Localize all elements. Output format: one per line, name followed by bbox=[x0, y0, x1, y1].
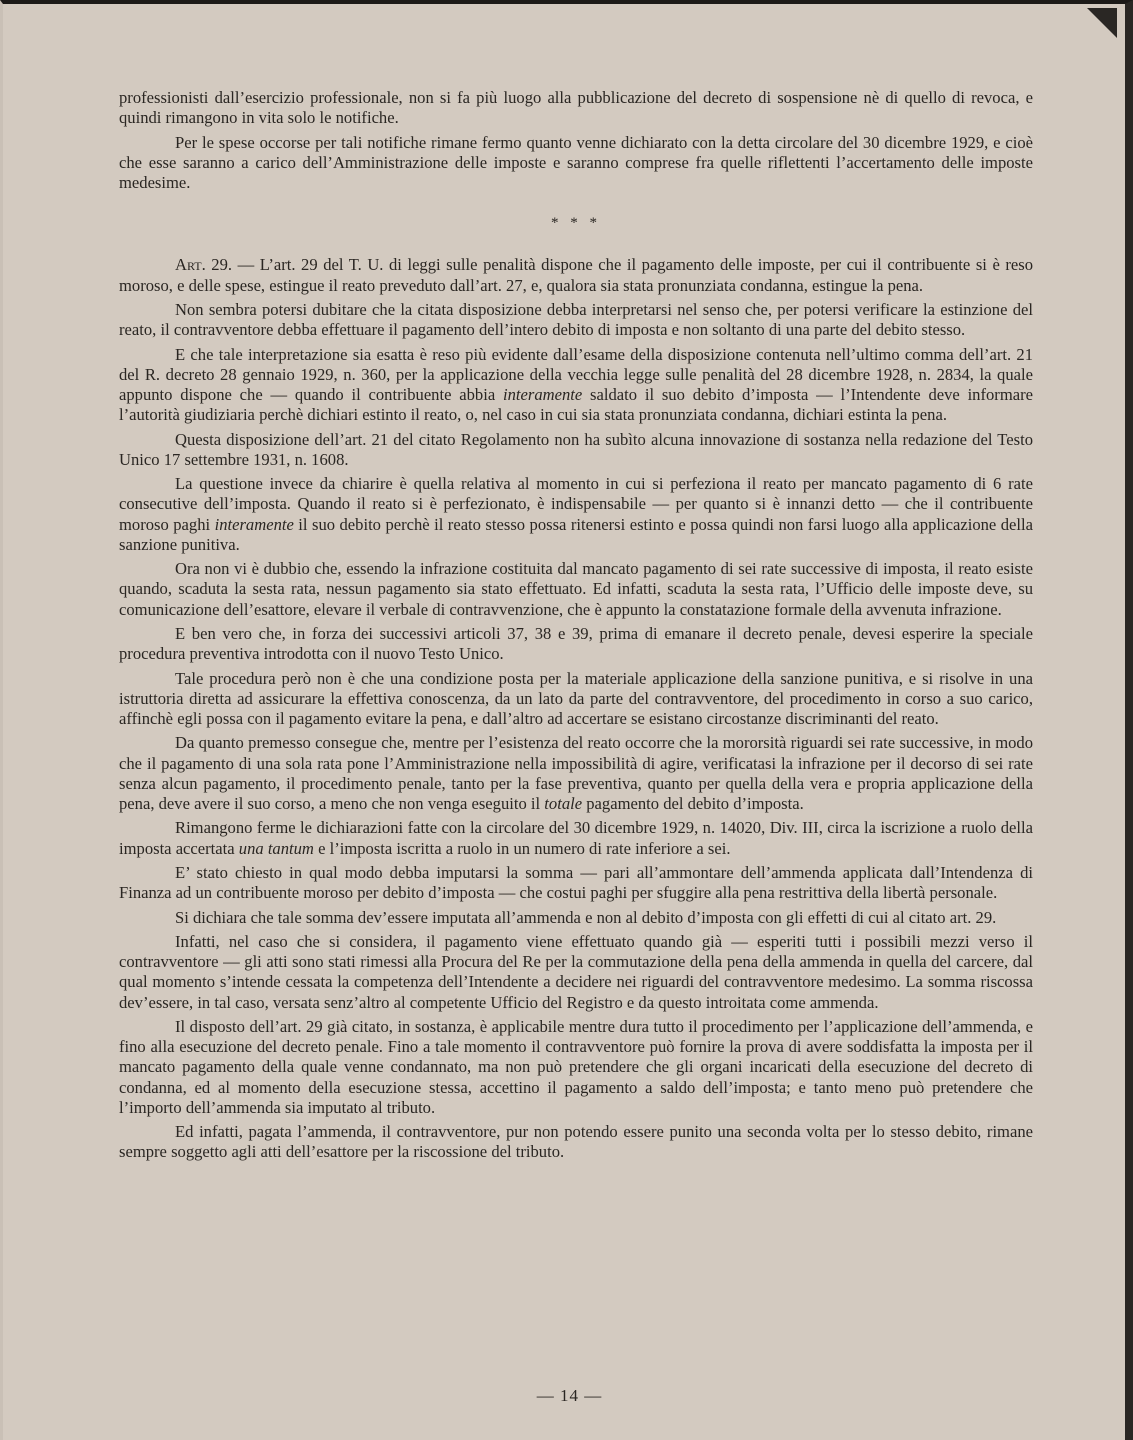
paragraph-text: professionisti dall’esercizio professionale, non si fa più luogo alla pubblicazione del decreto di sospensione nè di quello di revoca, e quindi rimangono in vita solo le notifiche. bbox=[119, 88, 1033, 128]
paragraph bbox=[119, 1122, 1033, 1162]
paragraph bbox=[119, 474, 1033, 555]
page-corner bbox=[1087, 8, 1117, 38]
paragraph-text: E ben vero che, in forza dei successivi articoli 37, 38 e 39, prima di emanare il decreto penale, devesi esperire la speciale procedura preventiva introdotta con il nuovo Testo Unico. bbox=[119, 623, 1033, 664]
paragraph-text: Si dichiara che tale somma dev’essere imputata all’ammenda e non al debito d’imposta con gli effetti di cui al citato art. 29. bbox=[175, 907, 997, 927]
paragraph bbox=[119, 733, 1033, 814]
paragraph-text: E’ stato chiesto in qual modo debba imputarsi la somma — pari all’ammontare dell’ammenda applicata dall’Intendenza di Finanza ad un contribuente moroso per debito d’imposta — che costui paghi per sfuggire alla pena restrittiva della libertà personale. bbox=[119, 862, 1033, 903]
paragraph-text: Infatti, nel caso che si considera, il pagamento viene effettuato quando già — esperiti tutti i possibili mezzi verso il contravventore — gli atti sono stati rimessi alla Procura del Re per la commutazione della pena della ammenda in quella del carcere, dal qual momento s’intende cessata la competenza dell’Intendente a decidere nei riguardi del contravventore medesimo. La somma riscossa dev’essere, in tal caso, versata senz’altro al competente Ufficio del Registro e da questo introitata come ammenda. bbox=[119, 931, 1033, 1012]
paragraph-text: il suo debito perchè il reato stesso possa ritenersi estinto e possa quindi non farsi luogo alla applicazione della sanzione punitiva. bbox=[119, 514, 1033, 554]
emphasis-text: interamente bbox=[214, 514, 294, 534]
paragraph bbox=[119, 1017, 1033, 1118]
paragraph-text: Per le spese occorse per tali notifiche rimane fermo quanto venne dichiarato con la detta circolare del 30 dicembre 1929, e cioè che esse saranno a carico dell’Amministrazione delle imposte e saranno comprese fra quelle riflettenti l’accertamento delle imposte medesime. bbox=[119, 132, 1033, 192]
paragraph bbox=[119, 818, 1033, 858]
paragraph bbox=[119, 88, 1033, 128]
body-text bbox=[119, 88, 1033, 1167]
article-paragraph bbox=[119, 255, 1033, 295]
paragraph bbox=[119, 133, 1033, 194]
paragraph-text: Il disposto dell’art. 29 già citato, in sostanza, è applicabile mentre dura tutto il procedimento per l’applicazione dell’ammenda, e fino alla esecuzione del decreto penale. Fino a tale momento il contravventore può fornire la prova di avere soddisfatta la imposta per il mancato pagamento della quale venne condannato, ma non può pretendere che gli organi incaricati della esecuzione del decreto di condanna, ed al momento della esecuzione stessa, accettino il pagamento a saldo dell’imposta; e tanto meno può pretendere che l’importo dell’ammenda sia imputato al tributo. bbox=[119, 1016, 1033, 1117]
page-number: — 14 — bbox=[536, 1386, 603, 1405]
paragraph bbox=[119, 345, 1033, 426]
paragraph bbox=[119, 908, 1033, 928]
paragraph-text: Tale procedura però non è che una condizione posta per la materiale applicazione della sanzione punitiva, e si risolve in una istruttoria diretta ad assicurare la effettiva conoscenza, da un lato da parte del contravventore, del procedimento in corso a suo carico, affinchè egli possa con il pagamento evitare la pena, e dall’altro ad accertare se esistano circostanze discriminanti del reato. bbox=[119, 668, 1033, 728]
emphasis-text: interamente bbox=[502, 385, 583, 404]
paragraph bbox=[119, 932, 1033, 1013]
paragraph-text: pagamento del debito d’imposta. bbox=[582, 793, 804, 813]
paragraph-text: Ora non vi è dubbio che, essendo la infrazione costituita dal mancato pagamento di sei rate successive di imposta, il reato esiste quando, scaduta la sesta rata, nessun pagamento sia stato effettuato. Ed infatti, scaduta la sesta rata, l’Ufficio delle imposte deve, su comunicazione dell’esattore, elevare il verbale di contravvenzione, che è appunto la constatazione formale della avvenuta infrazione. bbox=[119, 559, 1033, 619]
paragraph-text: Non sembra potersi dubitare che la citata disposizione debba interpretarsi nel senso che, per potersi verificare la estinzione del reato, il contravventore debba effettuare il pagamento dell’intero debito di imposta e non soltanto di una parte del debito stesso. bbox=[119, 300, 1033, 340]
paragraph-text: Rimangono ferme le dichiarazioni fatte con la circolare del 30 dicembre 1929, n. 14020, Div. III, circa la iscrizione a ruolo della imposta accertata bbox=[119, 818, 1033, 858]
paragraph-text: 29. — L’art. 29 del T. U. di leggi sulle penalità dispone che il pagamento delle imposte, per cui il contribuente si è reso moroso, e delle spese, estingue il reato preveduto dall’art. 27, e, qualora sia stata pronunziata condanna, estingue la pena. bbox=[119, 255, 1033, 295]
article-label: Art. bbox=[175, 255, 206, 275]
paragraph bbox=[119, 430, 1033, 470]
paragraph-text: Questa disposizione dell’art. 21 del citato Regolamento non ha subìto alcuna innovazione di sostanza nella redazione del Testo Unico 17 settembre 1931, n. 1608. bbox=[119, 429, 1033, 469]
emphasis-text: totale bbox=[544, 793, 583, 813]
paragraph bbox=[119, 669, 1033, 730]
paragraph bbox=[119, 863, 1033, 903]
paragraph-text: Da quanto premesso consegue che, mentre per l’esistenza del reato occorre che la mororsità riguardi sei rate successive, in modo che il pagamento di una sola rata pone l’Amministrazione nella impossibilità di agire, verificatasi la infrazione per il decorso di sei rate senza alcun pagamento, il procedimento penale, tanto per la fase preventiva, quanto per quella della vera e propria applicazione della pena, deve avere il suo corso, a meno che non venga eseguito il bbox=[119, 733, 1033, 813]
paragraph bbox=[119, 624, 1033, 664]
paragraph-text: E che tale interpretazione sia esatta è reso più evidente dall’esame della disposizione contenuta nell’ultimo comma dell’art. 21 del R. decreto 28 gennaio 1929, n. 360, per la applicazione della vecchia legge sulle penalità del 28 dicembre 1928, n. 2834, la quale appunto dispone che — quando il contribuente abbia bbox=[119, 344, 1033, 404]
paragraph-text: e l’imposta iscritta a ruolo in un numero di rate inferiore a sei. bbox=[313, 838, 731, 858]
paragraph-text: La questione invece da chiarire è quella relativa al momento in cui si perfeziona il reato per mancato pagamento di 6 rate consecutive dell’imposta. Quando il reato si è perfezionato, è indispensabile — per quanto si è innanzi detto — che il contribuente moroso paghi bbox=[119, 474, 1033, 534]
paragraph bbox=[119, 300, 1033, 340]
paragraph-text: Ed infatti, pagata l’ammenda, il contravventore, pur non potendo essere punito una seconda volta per lo stesso debito, rimane sempre soggetto agli atti dell’esattore per la riscossione del tributo. bbox=[119, 1122, 1033, 1162]
emphasis-text: una tantum bbox=[238, 838, 314, 858]
paragraph-text: saldato il suo debito d’imposta — l’Intendente deve informare l’autorità giudiziaria perchè dichiari estinto il reato, o, nel caso in cui sia stata pronunziata condanna, dichiari estinta la pena. bbox=[119, 385, 1033, 425]
paragraph bbox=[119, 559, 1033, 620]
section-separator: * * * bbox=[551, 215, 601, 232]
